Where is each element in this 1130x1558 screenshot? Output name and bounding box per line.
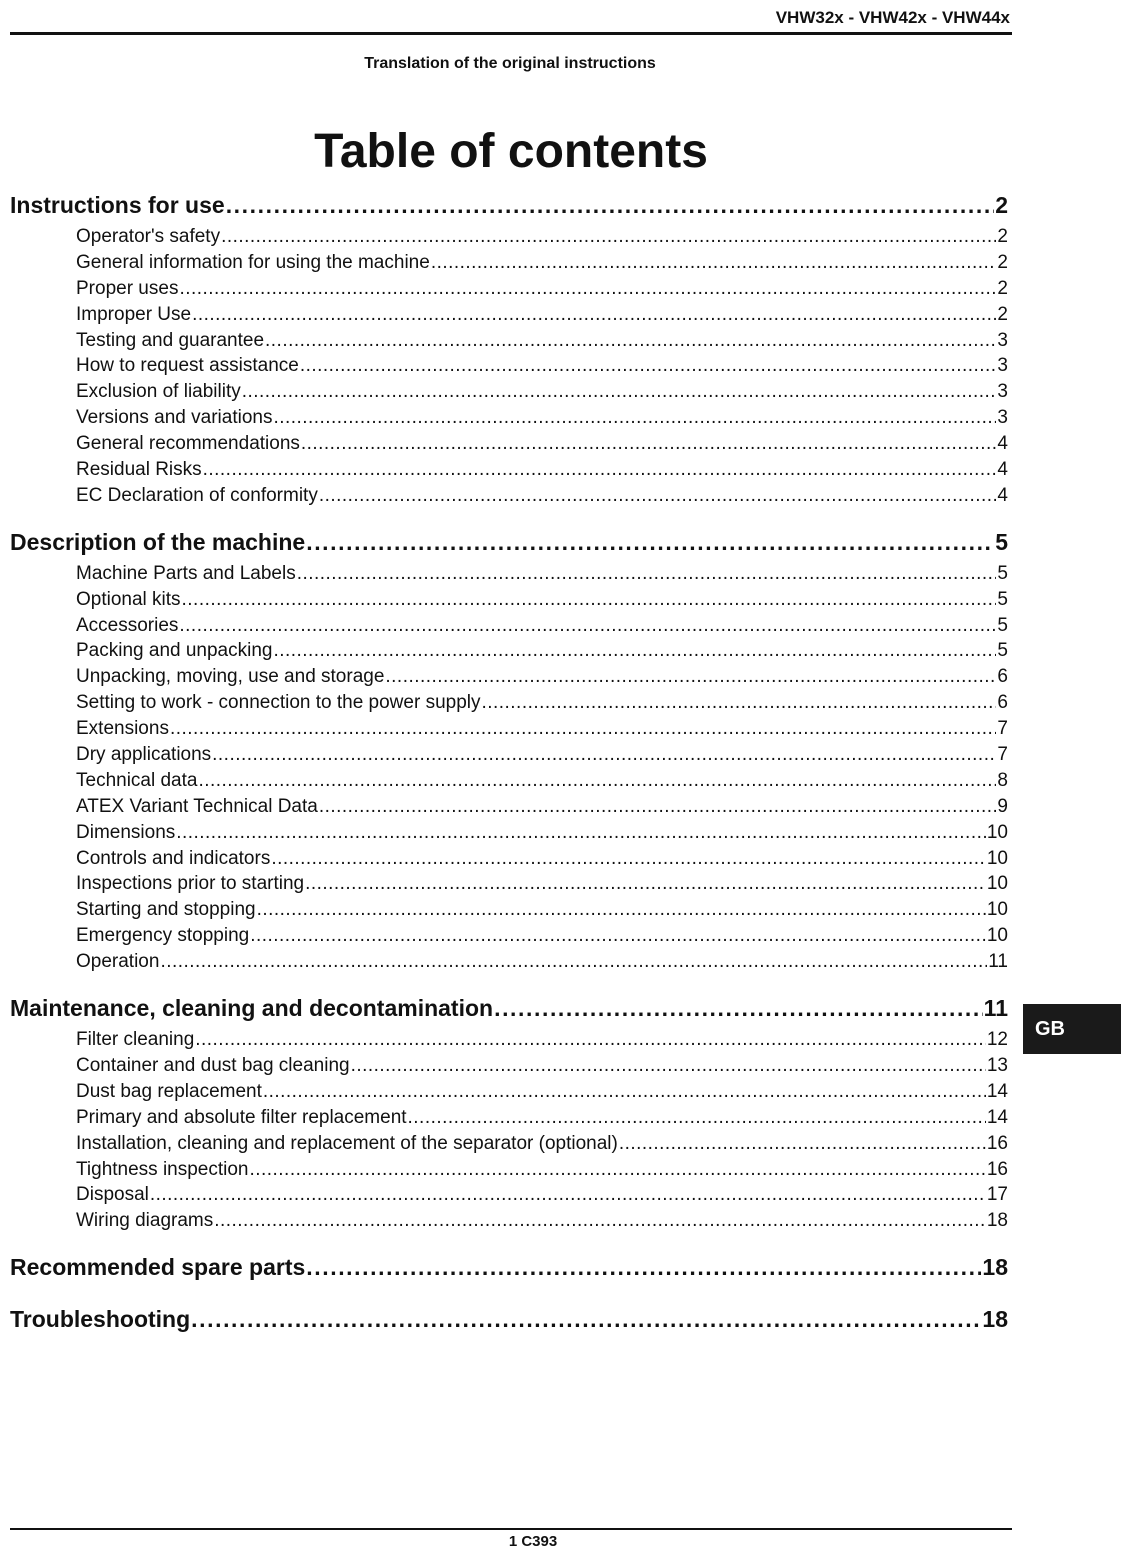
toc-entry-page: 2: [997, 226, 1008, 247]
toc-entry-page: 3: [997, 381, 1008, 403]
dot-leader: [263, 1079, 986, 1105]
toc-section: [10, 989, 1008, 1234]
toc-entry[interactable]: [10, 457, 1008, 483]
toc-entry-page: 10: [986, 821, 1008, 843]
toc-entry[interactable]: [10, 561, 1008, 587]
dot-leader: [482, 690, 997, 716]
toc-entry[interactable]: [10, 794, 1008, 820]
toc-section: [10, 1300, 1008, 1338]
toc-entry-page: 13: [986, 1054, 1008, 1076]
toc-entry-page: 11: [988, 951, 1008, 973]
toc-entry-label: Filter cleaning: [76, 1029, 195, 1051]
dot-leader: [300, 353, 997, 379]
toc-entry-page: 11: [983, 995, 1008, 1022]
toc-entry-page: 6: [997, 666, 1008, 688]
footer-divider: [10, 1528, 1012, 1530]
toc-entry[interactable]: [10, 949, 1008, 975]
toc-entry-page: 4: [997, 433, 1008, 455]
toc-entry-page: 2: [997, 251, 1008, 273]
toc-entry-page: 12: [986, 1029, 1008, 1051]
toc-entry-label: Extensions: [76, 718, 169, 740]
toc-entry[interactable]: [10, 224, 1008, 250]
toc-entry-page: 7: [997, 744, 1008, 766]
toc-entry-page: 4: [997, 484, 1008, 506]
dot-leader: [212, 742, 996, 768]
toc-section-heading[interactable]: [10, 1248, 1008, 1286]
toc-entry[interactable]: [10, 587, 1008, 613]
toc-entry-label: Unpacking, moving, use and storage: [76, 666, 385, 688]
dot-leader: [160, 949, 987, 975]
dot-leader: [273, 638, 996, 664]
toc-entry-label: Residual Risks: [76, 459, 202, 481]
toc-entry-page: 7: [997, 718, 1008, 740]
toc-entry[interactable]: [10, 638, 1008, 664]
toc-entry-label: Dimensions: [76, 821, 176, 843]
toc-entry-label: How to request assistance: [76, 355, 299, 377]
toc-entry-label: Tightness inspection: [76, 1158, 249, 1180]
toc-entry-page: 18: [982, 1254, 1008, 1281]
page-number: 1 C393: [508, 1533, 558, 1550]
toc-entry-page: 2: [997, 277, 1008, 299]
toc-entry-page: 10: [986, 847, 1008, 869]
toc-entry[interactable]: [10, 1079, 1008, 1105]
toc-entry-label: Maintenance, cleaning and decontamination: [10, 995, 494, 1022]
toc-entry[interactable]: [10, 1131, 1008, 1157]
dot-leader: [191, 1300, 981, 1338]
toc-entry[interactable]: [10, 405, 1008, 431]
toc-entry[interactable]: [10, 1053, 1008, 1079]
toc-entry[interactable]: [10, 820, 1008, 846]
toc-entry-label: General recommendations: [76, 433, 300, 455]
toc-entry[interactable]: [10, 302, 1008, 328]
toc-entry-label: Testing and guarantee: [76, 329, 265, 351]
toc-entry-page: 3: [997, 407, 1008, 429]
dot-leader: [265, 328, 996, 354]
dot-leader: [301, 431, 997, 457]
toc-entry[interactable]: [10, 897, 1008, 923]
dot-leader: [226, 186, 995, 224]
toc-entry-label: Recommended spare parts: [10, 1254, 306, 1281]
dot-leader: [150, 1182, 986, 1208]
toc-entry-label: General information for using the machine: [76, 251, 430, 273]
toc-entry-label: Proper uses: [76, 277, 179, 299]
toc-entry-page: 5: [997, 640, 1008, 662]
toc-entry-label: Packing and unpacking: [76, 640, 273, 662]
toc-entry[interactable]: [10, 690, 1008, 716]
toc-entry-page: 10: [986, 925, 1008, 947]
toc-section: [10, 186, 1008, 509]
toc-section-heading[interactable]: [10, 523, 1008, 561]
dot-leader: [494, 989, 983, 1027]
toc-entry-label: Inspections prior to starting: [76, 873, 305, 895]
toc-entry[interactable]: [10, 1027, 1008, 1053]
toc-entry-label: Starting and stopping: [76, 899, 256, 921]
dot-leader: [242, 379, 997, 405]
toc-entry-label: Instructions for use: [10, 192, 225, 218]
toc-entry-page: 14: [986, 1106, 1008, 1128]
toc-section-heading[interactable]: [10, 1300, 1008, 1338]
dot-leader: [176, 820, 986, 846]
toc-entry-label: Versions and variations: [76, 407, 273, 429]
toc-section-heading[interactable]: [10, 186, 1008, 224]
toc-entry-label: Setting to work - connection to the power supply: [76, 692, 481, 714]
toc-entry[interactable]: [10, 871, 1008, 897]
toc-entry-page: 16: [986, 1158, 1008, 1180]
toc-entry[interactable]: [10, 1105, 1008, 1131]
dot-leader: [250, 923, 986, 949]
toc-entry-label: Technical data: [76, 769, 198, 791]
translation-note: Translation of the original instructions: [364, 55, 656, 72]
toc-entry-label: Description of the machine: [10, 528, 306, 555]
toc-entry-label: Installation, cleaning and replacement of the separator (optional): [76, 1132, 618, 1154]
toc-entry[interactable]: [10, 1208, 1008, 1234]
dot-leader: [203, 457, 997, 483]
toc-entry-label: Troubleshooting: [10, 1306, 191, 1333]
toc-entry-page: 8: [997, 769, 1008, 791]
dot-leader: [385, 664, 996, 690]
toc-entry[interactable]: [10, 328, 1008, 354]
toc-entry-page: 3: [997, 355, 1008, 377]
toc-entry-label: Accessories: [76, 614, 179, 636]
toc-entry-page: 4: [997, 459, 1008, 481]
toc-entry-label: Operator's safety: [76, 226, 221, 247]
toc-entry-page: 6: [997, 692, 1008, 714]
toc-entry[interactable]: [10, 716, 1008, 742]
dot-leader: [257, 897, 986, 923]
toc-entry[interactable]: [10, 353, 1008, 379]
dot-leader: [319, 794, 997, 820]
toc-entry-page: 2: [995, 192, 1008, 218]
toc-entry-page: 17: [986, 1184, 1008, 1206]
toc-entry-page: 2: [997, 303, 1008, 325]
toc-entry[interactable]: [10, 664, 1008, 690]
toc-entry-page: 10: [986, 873, 1008, 895]
dot-leader: [408, 1105, 986, 1131]
toc-entry-label: ATEX Variant Technical Data: [76, 795, 318, 817]
toc-entry-page: 16: [986, 1132, 1008, 1154]
toc-entry[interactable]: [10, 613, 1008, 639]
dot-leader: [619, 1131, 986, 1157]
dot-leader: [195, 1027, 986, 1053]
dot-leader: [179, 613, 996, 639]
toc-entry-label: Dry applications: [76, 744, 212, 766]
dot-leader: [306, 1248, 981, 1286]
toc-entry-page: 5: [997, 562, 1008, 584]
toc-entry-label: Improper Use: [76, 303, 192, 325]
toc-entry-label: EC Declaration of conformity: [76, 484, 318, 506]
dot-leader: [271, 846, 986, 872]
toc-entry[interactable]: [10, 379, 1008, 405]
toc-entry[interactable]: [10, 1182, 1008, 1208]
dot-leader: [214, 1208, 986, 1234]
dot-leader: [431, 250, 997, 276]
toc-entry-label: Container and dust bag cleaning: [76, 1054, 350, 1076]
toc-entry-label: Primary and absolute filter replacement: [76, 1106, 407, 1128]
toc-entry-label: Machine Parts and Labels: [76, 562, 296, 584]
toc-entry[interactable]: [10, 742, 1008, 768]
document-model-header: VHW32x - VHW42x - VHW44x: [775, 8, 1010, 27]
toc-entry-label: Disposal: [76, 1184, 149, 1206]
dot-leader: [192, 302, 996, 328]
toc-entry[interactable]: [10, 923, 1008, 949]
toc-entry-label: Controls and indicators: [76, 847, 271, 869]
dot-leader: [179, 276, 996, 302]
dot-leader: [305, 871, 986, 897]
dot-leader: [306, 523, 994, 561]
toc-entry[interactable]: [10, 768, 1008, 794]
toc-entry-page: 18: [982, 1306, 1008, 1333]
dot-leader: [250, 1157, 986, 1183]
toc-entry-label: Exclusion of liability: [76, 381, 241, 403]
toc-entry-page: 5: [997, 614, 1008, 636]
toc-entry-page: 5: [995, 528, 1008, 555]
toc-entry[interactable]: [10, 846, 1008, 872]
table-of-contents: [10, 186, 1008, 1352]
dot-leader: [319, 483, 997, 509]
toc-entry-page: 10: [986, 899, 1008, 921]
toc-entry-page: 18: [986, 1210, 1008, 1232]
toc-entry-page: 14: [986, 1080, 1008, 1102]
toc-entry[interactable]: [10, 483, 1008, 509]
dot-leader: [198, 768, 996, 794]
toc-entry-page: 9: [997, 795, 1008, 817]
toc-entry[interactable]: [10, 250, 1008, 276]
dot-leader: [273, 405, 996, 431]
dot-leader: [297, 561, 997, 587]
toc-section: [10, 523, 1008, 975]
dot-leader: [170, 716, 996, 742]
toc-entry[interactable]: [10, 1157, 1008, 1183]
toc-section-heading[interactable]: [10, 989, 1008, 1027]
toc-entry-label: Wiring diagrams: [76, 1210, 214, 1232]
page-title: Table of contents: [314, 125, 708, 178]
header-divider: [10, 32, 1012, 35]
toc-entry-label: Operation: [76, 951, 160, 973]
toc-entry-label: Emergency stopping: [76, 925, 250, 947]
dot-leader: [182, 587, 997, 613]
toc-entry-page: 5: [997, 588, 1008, 610]
toc-entry[interactable]: [10, 431, 1008, 457]
toc-entry[interactable]: [10, 276, 1008, 302]
dot-leader: [221, 224, 996, 250]
dot-leader: [351, 1053, 986, 1079]
toc-entry-label: Optional kits: [76, 588, 181, 610]
toc-entry-page: 3: [997, 329, 1008, 351]
language-tab: GB: [1023, 1004, 1121, 1054]
toc-entry-label: Dust bag replacement: [76, 1080, 262, 1102]
toc-section: [10, 1248, 1008, 1286]
